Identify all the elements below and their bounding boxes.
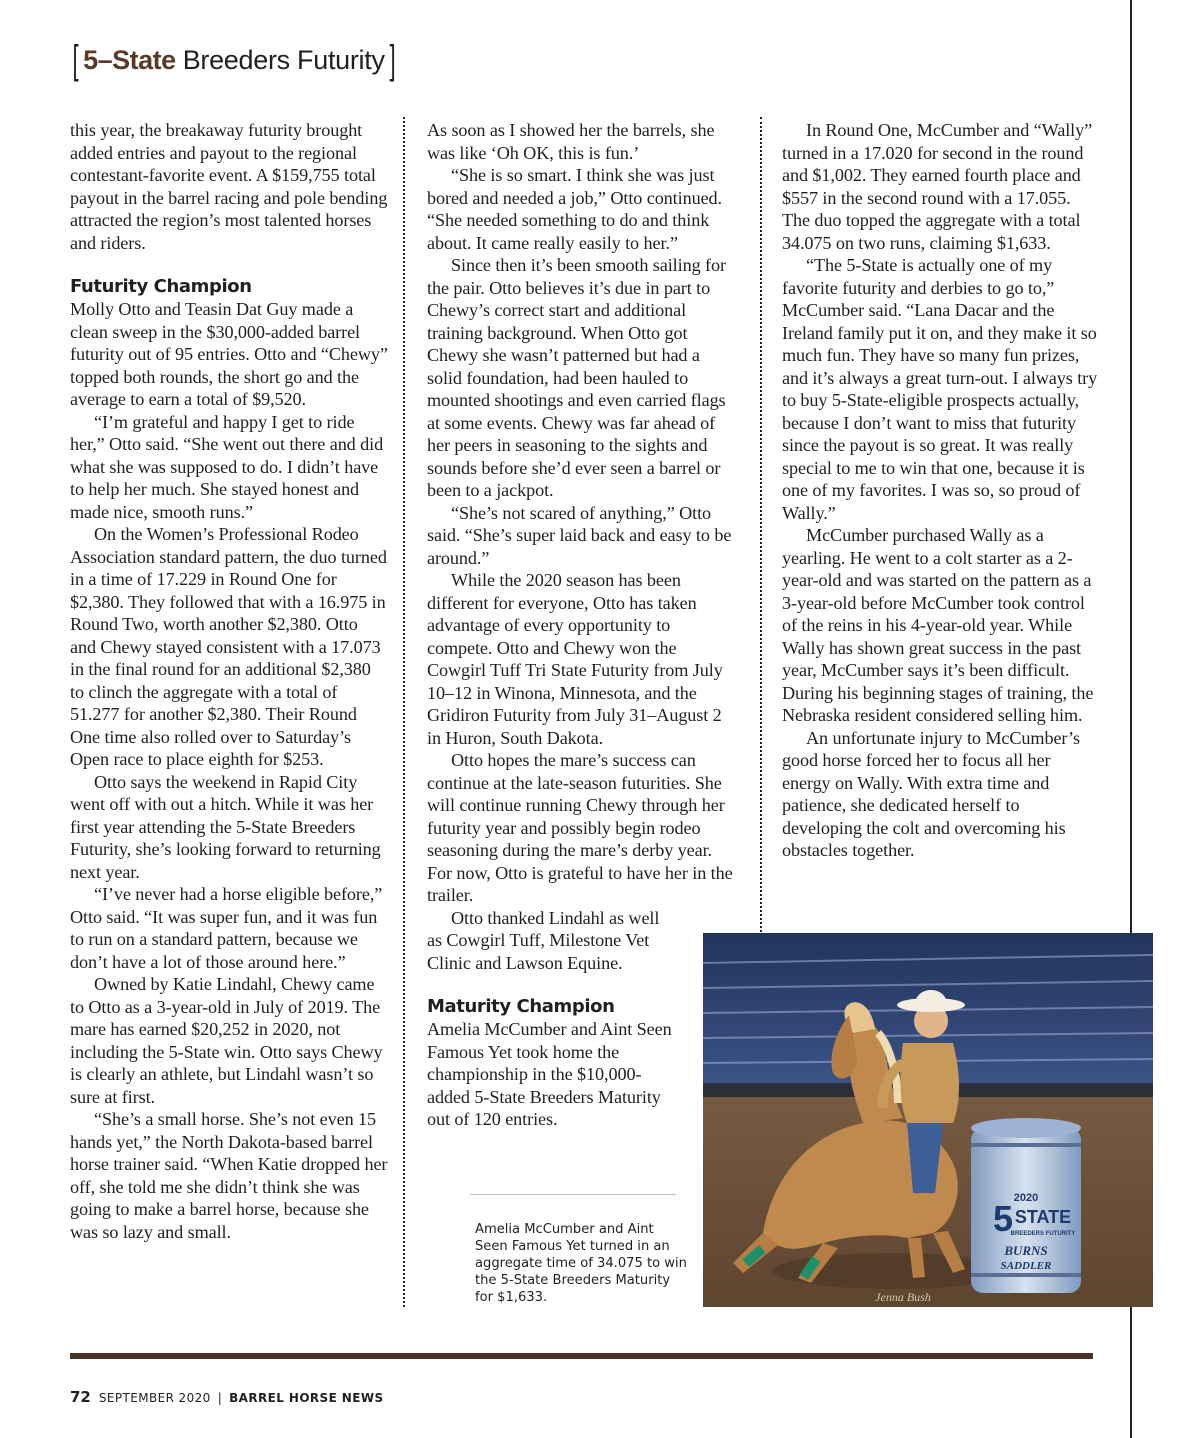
barrel-sponsor-bottom: SADDLER	[1000, 1260, 1052, 1272]
barrel	[971, 1118, 1081, 1293]
paragraph: Owned by Katie Lindahl, Chewy came to Otto as a 3-year-old in July of 2019. The mare has earned $20,252 in 2020, not including the 5-State win. Otto says Chewy is clearly an athlete, but Lindahl wasn’t so sure at first.	[70, 974, 383, 1107]
magazine-name: BARREL HORSE NEWS	[229, 1391, 384, 1405]
article-column-1	[70, 119, 388, 1243]
subheading-maturity-champion: Maturity Champion	[427, 996, 615, 1017]
paragraph: Otto thanked Lindahl as well as Cowgirl Tuff, Milestone Vet Clinic and Lawson Equine.	[427, 907, 660, 973]
paragraph: Otto hopes the mare’s success can continue at the late-season futurities. She will continue running Chewy through her futurity year and possibly begin rodeo seasoning during the mare’s derby year. For now, Otto is grateful to have her in the trailer.	[427, 750, 733, 905]
header-title: Breeders Futurity	[182, 44, 385, 75]
paragraph: “I’m grateful and happy I get to ride her,” Otto said. “She went out there and did what she was supposed to do. I didn’t have to help her much. She stayed honest and made nice, smooth runs.”	[70, 411, 384, 522]
barrel-subtitle: BREEDERS FUTURITY	[1010, 1231, 1076, 1237]
paragraph: “She’s not scared of anything,” Otto said. “She’s super laid back and easy to be around.”	[427, 502, 732, 568]
barrel-racing-illustration	[703, 933, 1153, 1307]
header-bracket-right: ]	[389, 38, 396, 82]
subheading-futurity-champion: Futurity Champion	[70, 276, 252, 297]
header-brand: 5–State	[83, 44, 176, 75]
photo-caption: Amelia McCumber and Aint Seen Famous Yet turned in an aggregate time of 34.075 to win the 5-State Breeders Maturity for $1,633.	[475, 1222, 687, 1305]
paragraph: An unfortunate injury to McCumber’s good horse forced her to focus all her energy on Wally. With extra time and patience, she dedicated herself to developing the colt and overcoming his obstacles together.	[782, 727, 1080, 860]
footer-separator: |	[217, 1391, 223, 1405]
page-footer	[70, 1388, 384, 1406]
paragraph: Since then it’s been smooth sailing for the pair. Otto believes it’s due in part to Chewy’s correct start and additional training background. When Otto got Chewy she wasn’t patterned but had a solid foundation, had been hauled to mounted shootings and even carried flags at some events. Chewy was far ahead of her peers in seasoning to the sights and sounds before she’d ever seen a barrel or been to a jackpot.	[427, 255, 726, 500]
paragraph: Otto says the weekend in Rapid City went off with out a hitch. While it was her first year attending the 5-State Breeders Futurity, she’s looking forward to returning next year.	[70, 771, 381, 882]
paragraph: On the Women’s Professional Rodeo Association standard pattern, the duo turned in a time of 17.229 in Round One for $2,380. They followed that with a 16.975 in Round Two, worth another $2,380. Otto and Chewy stayed consistent with a 17.073 in the final round for an additional $2,380 to clinch the aggregate with a total of 51.277 for another $2,380. Their Round One time also rolled over to Saturday’s Open race to place eighth for $253.	[70, 524, 387, 769]
footer-rule	[70, 1353, 1093, 1359]
paragraph: “She’s a small horse. She’s not even 15 hands yet,” the North Dakota-based barrel horse trainer said. “When Katie dropped her off, she told me she didn’t think she was going to make a barrel horse, because she was so lazy and small.	[70, 1109, 388, 1242]
paragraph: “The 5-State is actually one of my favorite futurity and derbies to go to,” McCumber said. “Lana Dacar and the Ireland family put it on, and they make it so much fun. They have so many fun prizes, and it’s always a great turn-out. I always try to buy 5-State-eligible prospects actually, because I don’t want to miss that futurity since the payout is so great. It was really special to me to win that one, because it is one of my favorites. I was so, so proud of Wally.”	[782, 255, 1098, 523]
article-column-2	[427, 119, 739, 1131]
barrel-sponsor-top: BURNS	[1004, 1243, 1048, 1258]
paragraph: this year, the breakaway futurity brought added entries and payout to the regional contestant-favorite event. A $159,755 total payout in the barrel racing and pole bending attracted the region’s most talented horses and riders.	[70, 120, 388, 253]
page-number: 72	[70, 1388, 91, 1406]
photo-credit: Jenna Bush	[875, 1290, 931, 1304]
paragraph: McCumber purchased Wally as a yearling. He went to a colt starter as a 2-year-old and was started on the pattern as a 3-year-old before McCumber took control of the reins in his 4-year-old year. While Wally has shown great success in the past year, McCumber says it’s been difficult. During his beginning stages of training, the Nebraska resident considered selling him.	[782, 525, 1094, 725]
header-bracket-left: [	[72, 38, 79, 82]
paragraph: “I’ve never had a horse eligible before,” Otto said. “It was super fun, and it was fun to run on a standard pattern, because we don’t have a lot of those around here.”	[70, 884, 383, 972]
column-divider	[403, 117, 405, 1307]
column-divider	[760, 117, 762, 932]
section-header	[70, 40, 398, 80]
barrel-year: 2020	[1013, 1192, 1039, 1204]
paragraph: “She is so smart. I think she was just bored and needed a job,” Otto continued. “She needed something to do and think about. It came really easily to her.”	[427, 165, 722, 253]
caption-rule	[470, 1194, 676, 1195]
rodeo-photo	[703, 933, 1153, 1307]
paragraph: Amelia McCumber and Aint Seen Famous Yet took home the championship in the $10,000-added 5-State Breeders Maturity out of 120 entries.	[427, 1019, 672, 1129]
barrel-number: 5	[992, 1198, 1014, 1239]
issue-date: SEPTEMBER 2020	[98, 1391, 211, 1405]
paragraph: In Round One, McCumber and “Wally” turned in a 17.020 for second in the round and $1,002. They earned fourth place and $557 in the second round with a 17.055. The duo topped the aggregate with a total 34.075 on two runs, claiming $1,633.	[782, 120, 1093, 253]
paragraph: While the 2020 season has been different for everyone, Otto has taken advantage of every opportunity to compete. Otto and Chewy won the Cowgirl Tuff Tri State Futurity from July 10–12 in Winona, Minnesota, and the Gridiron Futurity from July 31–August 2 in Huron, South Dakota.	[427, 570, 723, 748]
barrel-word: STATE	[1014, 1207, 1072, 1227]
paragraph: Molly Otto and Teasin Dat Guy made a clean sweep in the $30,000-added barrel futurity out of 95 entries. Otto and “Chewy” topped both rounds, the short go and the average to earn a total of $9,520.	[70, 299, 388, 409]
article-column-3	[782, 119, 1100, 862]
paragraph: As soon as I showed her the barrels, she was like ‘Oh OK, this is fun.’	[427, 120, 715, 163]
